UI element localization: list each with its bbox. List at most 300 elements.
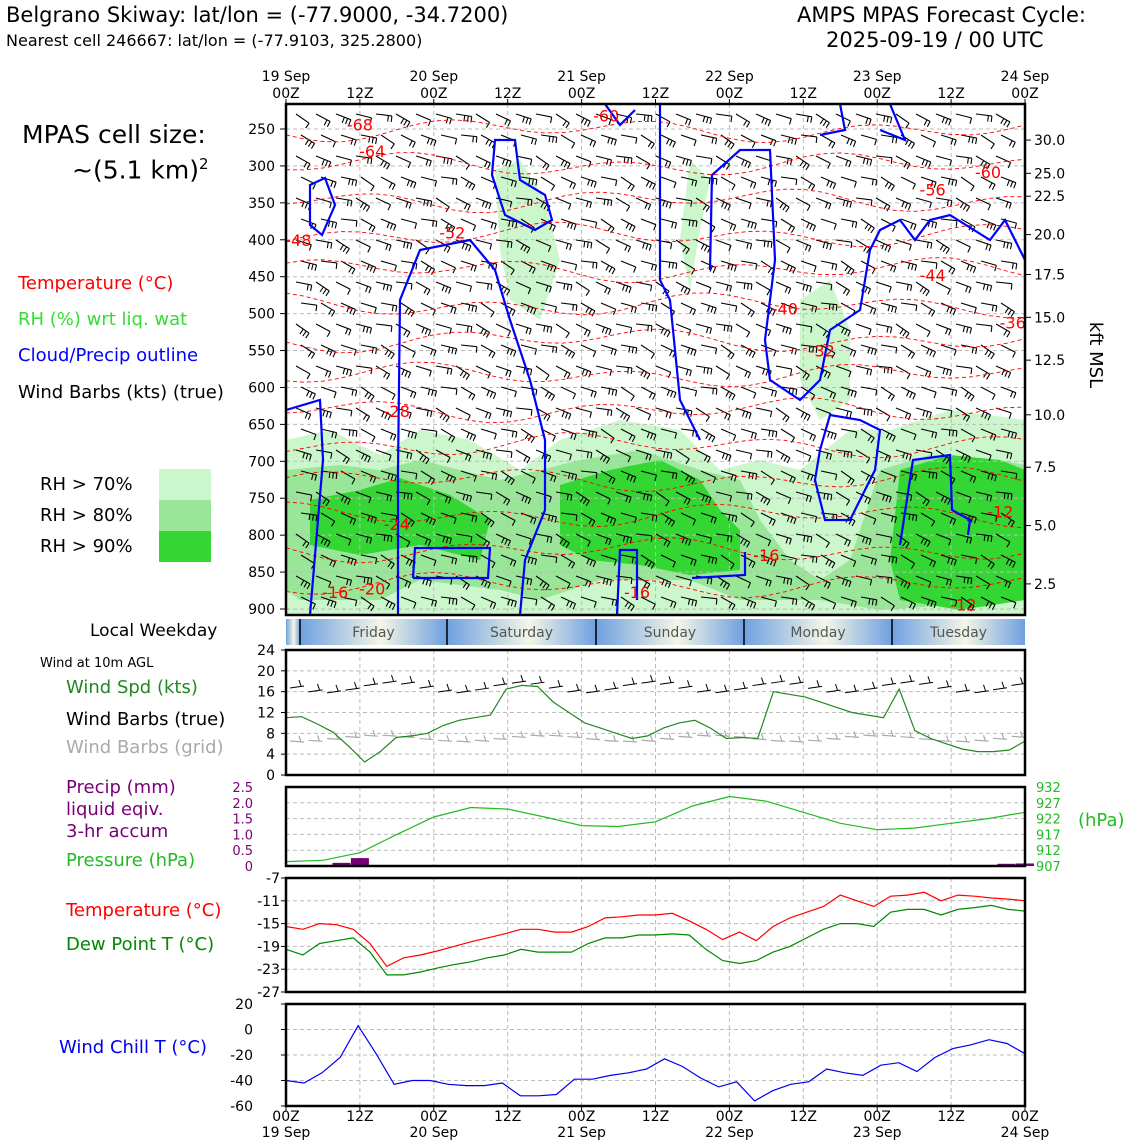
wind-barb	[396, 240, 412, 249]
temperature-label: -48	[285, 230, 312, 250]
wind-barb-true	[457, 685, 471, 693]
wind-barb	[796, 408, 810, 421]
wind-barb	[621, 303, 636, 313]
wind-barb	[861, 303, 876, 315]
wind-barb	[436, 282, 451, 294]
wind-barb-grid	[623, 736, 637, 742]
wind-barb	[341, 135, 356, 146]
bottom-date-label: 19 Sep	[261, 1125, 311, 1140]
wind-barb	[856, 366, 872, 375]
wind-barb	[661, 345, 675, 357]
bottom-hour-label: 00Z	[1011, 1109, 1039, 1125]
wind-barb	[576, 240, 592, 248]
wind-barb	[556, 324, 569, 338]
wind-barb	[441, 387, 457, 395]
wind-barb	[676, 324, 691, 336]
wind-barb	[436, 156, 452, 165]
kft-tick-label: 12.5	[1034, 353, 1066, 370]
wind-barb	[821, 177, 836, 189]
wind-barb-true	[346, 682, 360, 690]
wind-barb	[821, 135, 835, 148]
wind-true-label: Wind Barbs (true)	[66, 709, 226, 730]
wind-barb	[401, 345, 415, 358]
pressure-tick-label: 300	[248, 158, 275, 175]
wind-barb	[541, 387, 555, 401]
wind-barb	[461, 387, 475, 400]
wind-barb	[456, 324, 472, 332]
wind-barb	[776, 366, 792, 375]
wind-barb	[916, 114, 930, 127]
legend-rh70-swatch	[159, 469, 211, 500]
wind-barb	[381, 177, 395, 190]
wind-barb	[396, 114, 410, 127]
wind-barb	[981, 345, 994, 359]
wind-barb	[701, 387, 717, 395]
weekday-name: Tuesday	[930, 625, 987, 641]
precip-ytick-label: 2.0	[232, 796, 253, 812]
wind-barb	[376, 240, 391, 251]
cell-size-text: ~(5.1 km)	[72, 155, 199, 185]
wind-barb	[436, 198, 449, 212]
wind-barb	[436, 114, 451, 124]
wind-barb	[836, 282, 850, 296]
wind-barb	[641, 345, 654, 359]
wind-barb	[621, 345, 637, 354]
wind-barb	[876, 282, 891, 293]
wind-barb	[481, 345, 495, 358]
wind-barb	[616, 408, 630, 421]
wind-barb	[716, 156, 730, 170]
wind-barb-grid	[1012, 731, 1026, 737]
wind-barb	[876, 408, 890, 421]
bottom-hour-label: 12Z	[641, 1109, 670, 1125]
wind-barb	[621, 177, 634, 191]
wind-barb	[516, 324, 531, 335]
wind-barb	[456, 156, 469, 170]
wind-barb	[481, 303, 494, 317]
wind-barb	[956, 366, 972, 374]
wind-barb	[441, 345, 457, 354]
wind-barb	[856, 324, 871, 335]
temperature-label: -60	[974, 162, 1002, 182]
wind-barb-true	[494, 678, 508, 686]
wind-barb	[641, 261, 657, 271]
precip-ytick-label: 2.5	[232, 781, 253, 796]
wind-barb	[516, 408, 532, 416]
wind-barb-grid	[660, 733, 674, 739]
wind-barb	[596, 366, 612, 376]
wind-barb	[936, 324, 951, 335]
bottom-hour-label: 00Z	[715, 1109, 744, 1125]
wind-barb	[756, 114, 771, 126]
legend-rh: RH (%) wrt liq. wat	[18, 309, 188, 330]
wind-barb	[961, 303, 976, 313]
wind-barb	[381, 429, 396, 441]
wind-barb	[601, 135, 616, 145]
pressure-ytick-label: 922	[1036, 812, 1061, 828]
wind-barb	[956, 156, 972, 164]
wind-barb	[876, 366, 892, 374]
legend-temperature: Temperature (°C)	[18, 273, 174, 294]
wind-barb	[856, 156, 872, 165]
wind-barb	[696, 114, 712, 124]
windchill-label: Wind Chill T (°C)	[59, 1037, 207, 1058]
wind-barb	[776, 282, 791, 294]
wind-barb	[916, 324, 930, 337]
wind-barb	[556, 366, 570, 379]
wind-barb	[861, 219, 874, 233]
top-hour-label: 00Z	[715, 86, 744, 102]
wind-barb	[416, 156, 431, 166]
wind-barb	[876, 240, 891, 252]
top-date-label: 21 Sep	[557, 69, 606, 85]
wind-barb	[636, 114, 652, 122]
wind-barb	[876, 324, 892, 333]
wind-barb	[556, 282, 572, 291]
temperature-label: -16	[623, 583, 651, 603]
wind-barb-grid	[309, 735, 323, 741]
wind-barb	[596, 324, 611, 335]
wind-barb	[336, 408, 352, 416]
pressure-label: Pressure (hPa)	[66, 850, 196, 871]
wind-barb	[941, 387, 957, 396]
wind-barb	[756, 156, 771, 167]
wind-barb	[536, 324, 552, 333]
wind-barb	[761, 135, 776, 146]
wind-barb-true	[512, 675, 526, 683]
wind-barb	[936, 240, 949, 254]
temperature-label: -52	[439, 223, 466, 243]
wind-barb	[721, 387, 735, 400]
wind-barb	[816, 114, 829, 128]
temperature-label: -32	[808, 341, 835, 361]
wind-barb-true	[734, 682, 748, 690]
temperature-label: -60	[593, 106, 620, 126]
weekday-name: Saturday	[489, 625, 554, 641]
wind-barb	[721, 429, 736, 441]
wind-barb	[596, 408, 612, 416]
wind-barb	[641, 303, 657, 311]
wind-barb	[961, 261, 976, 273]
wind-barb	[961, 387, 974, 401]
wind-barb-true	[753, 678, 767, 686]
top-hour-label: 00Z	[420, 86, 448, 102]
wind-barb	[756, 324, 771, 336]
wind-barb-true	[808, 680, 822, 688]
wind-barb	[381, 219, 396, 231]
wind-barb	[536, 366, 549, 380]
wind-barb	[496, 324, 511, 336]
wind-barb	[656, 324, 670, 337]
precip-ytick-label: 1.0	[232, 828, 253, 844]
wind-barb-grid	[586, 734, 600, 740]
wind-barb	[861, 387, 877, 396]
top-hour-label: 12Z	[937, 86, 965, 102]
kft-tick-label: 15.0	[1034, 310, 1066, 327]
temperature-label: -20	[359, 579, 386, 599]
wind-barb	[356, 198, 370, 212]
temperature-label: -12	[950, 595, 977, 615]
wind-barb	[661, 219, 677, 229]
kft-tick-label: 22.5	[1034, 189, 1066, 206]
wind-barb	[296, 114, 309, 128]
wind-barb	[881, 387, 894, 401]
precip-ytick-label: 0	[244, 860, 253, 875]
wind-barb	[361, 261, 376, 273]
top-hour-label: 12Z	[641, 86, 670, 102]
wind-barb	[541, 345, 557, 353]
wind-barb	[881, 303, 897, 313]
wind-barb	[1001, 177, 1016, 188]
wind-barb	[421, 219, 437, 227]
temp-label: Temperature (°C)	[66, 900, 222, 921]
wind-barb	[976, 324, 992, 332]
wind-grid-label: Wind Barbs (grid)	[66, 737, 224, 758]
wind-barb-grid	[956, 736, 970, 742]
wind-barb	[901, 303, 917, 311]
wind-barb-true	[364, 678, 378, 686]
bottom-date-label: 20 Sep	[409, 1125, 459, 1140]
wind-barb	[596, 282, 610, 294]
wind-barb	[476, 240, 492, 250]
wind-barb	[981, 303, 997, 312]
wind-barb	[461, 177, 475, 190]
wind-barb	[861, 135, 876, 145]
weekday-label: Local Weekday	[90, 621, 218, 641]
top-hour-label: 12Z	[346, 86, 374, 102]
wind-barb	[976, 282, 992, 291]
pressure-unit: (hPa)	[1078, 810, 1125, 831]
wind-barb	[441, 303, 456, 314]
wind-barb-grid	[475, 735, 489, 741]
wind-barb	[316, 240, 332, 249]
wind-barb	[676, 114, 691, 126]
temperature-label: -12	[987, 502, 1014, 522]
wind-barb	[456, 114, 472, 122]
wind-barb-true	[901, 675, 915, 683]
wind-barb	[296, 366, 310, 379]
wind-barb	[456, 198, 470, 211]
temp-ytick-label: -7	[266, 871, 280, 887]
wind-barb	[356, 282, 371, 293]
wind-barb	[721, 219, 736, 231]
wind-barb	[936, 114, 951, 125]
wind-barb	[576, 282, 589, 296]
pressure-tick-label: 500	[248, 306, 275, 323]
wind-barb-true	[975, 685, 989, 693]
wind-barb-true	[919, 676, 933, 684]
bottom-hour-label: 00Z	[863, 1109, 891, 1125]
top-date-label: 24 Sep	[1000, 69, 1050, 85]
wind-barb	[316, 366, 331, 378]
wind-barb	[361, 345, 377, 354]
wind-barb	[416, 366, 431, 376]
wind-barb	[601, 303, 616, 315]
wind-barb	[341, 429, 357, 437]
temperature-label: -44	[919, 266, 946, 286]
wind-barb-true	[660, 676, 674, 684]
wind-barb	[716, 366, 730, 380]
wind-barb	[416, 324, 431, 336]
wind-barb	[441, 261, 456, 273]
wind-barb	[936, 366, 952, 376]
pressure-tick-label: 900	[248, 602, 275, 618]
cell-size-label: MPAS cell size:	[22, 120, 206, 149]
pressure-tick-label: 250	[248, 122, 275, 138]
precip-label-1: Precip (mm)	[66, 777, 176, 798]
wind-barb	[501, 429, 517, 438]
wind-barb-grid	[679, 731, 693, 737]
wind-barb	[381, 387, 395, 400]
wind-barb	[476, 282, 492, 290]
wind-barb-true	[790, 676, 804, 684]
wind-barb	[996, 282, 1012, 290]
wind-barb	[721, 177, 735, 190]
wind-barb-true	[383, 675, 397, 683]
wind-barb	[696, 324, 712, 334]
wind-barb	[481, 135, 495, 148]
kft-tick-label: 5.0	[1034, 518, 1057, 535]
top-hour-label: 00Z	[567, 86, 596, 102]
wind-barb	[961, 177, 974, 191]
wind-barb	[476, 114, 490, 128]
wind-barb	[581, 387, 596, 398]
kft-tick-label: 7.5	[1034, 460, 1057, 477]
site-title: Belgrano Skiway: lat/lon = (-77.9000, -34.7200)	[6, 3, 509, 27]
wind-barb-grid	[938, 735, 952, 741]
wind-barb	[581, 177, 596, 188]
wind-barb	[556, 156, 570, 169]
wind-barb	[561, 387, 576, 399]
wind-barb	[296, 198, 311, 210]
precip-label-3: 3-hr accum	[66, 821, 169, 842]
wind-barb	[481, 387, 496, 399]
wind-barb	[636, 198, 651, 210]
wind-barb	[561, 177, 576, 189]
wind-barb	[781, 345, 797, 355]
wind-barb-true	[605, 682, 619, 690]
wind-barb	[661, 387, 676, 398]
wind-barb	[881, 177, 894, 191]
temperature-label: -56	[919, 180, 946, 200]
wind-ytick-label: 4	[266, 747, 275, 764]
wind-barb	[736, 240, 752, 249]
wind-barb	[561, 135, 575, 148]
pressure-ytick-label: 917	[1036, 828, 1061, 844]
wind-barb	[616, 240, 631, 252]
wind-barb	[336, 156, 352, 166]
wind-barb	[481, 219, 496, 229]
kft-tick-label: 10.0	[1034, 407, 1066, 424]
wind-barb	[301, 135, 315, 149]
wind-barb	[596, 240, 610, 254]
bottom-hour-label: 00Z	[272, 1109, 300, 1125]
wind-barb	[381, 303, 397, 312]
bottom-hour-label: 12Z	[493, 1109, 522, 1125]
wind-barb	[896, 156, 910, 169]
wind-barb	[336, 324, 351, 335]
top-hour-label: 00Z	[1011, 86, 1039, 102]
temp-ytick-label: -23	[257, 962, 280, 979]
wind-barb	[681, 387, 697, 396]
cloud-outline	[710, 150, 1025, 400]
wind-barb	[1001, 345, 1015, 358]
kft-axis-title: kft MSL	[1085, 321, 1106, 389]
wind-barb	[521, 135, 537, 145]
wind-barb	[916, 240, 932, 249]
wind-barb	[336, 240, 349, 254]
wind-barb-grid	[993, 733, 1007, 739]
bottom-date-label: 23 Sep	[852, 1125, 902, 1140]
precip-ytick-label: 0.5	[232, 844, 253, 860]
wind-barb	[776, 198, 789, 212]
wind-barb	[716, 450, 731, 461]
wind-barb	[296, 324, 309, 338]
top-hour-label: 00Z	[272, 86, 300, 102]
wind-barb	[301, 261, 317, 271]
wind-barb	[916, 408, 931, 418]
wind-barb	[556, 198, 571, 210]
wind-barb	[396, 324, 410, 337]
bottom-date-label: 22 Sep	[705, 1125, 754, 1140]
pressure-tick-label: 700	[248, 454, 275, 471]
windchill-ytick-label: -20	[230, 1048, 253, 1064]
wind-barb	[381, 345, 394, 359]
wind-barb	[981, 261, 996, 271]
wind-barb	[701, 219, 715, 232]
wind-barb	[356, 324, 372, 334]
wind-barb	[561, 261, 577, 270]
cycle-date: 2025-09-19 / 00 UTC	[826, 28, 1044, 52]
wind-barb	[456, 408, 470, 421]
wind-barb-true	[827, 684, 841, 692]
wind-barb	[516, 366, 532, 375]
pressure-ytick-label: 907	[1036, 860, 1061, 875]
wind-barb-true	[290, 680, 304, 688]
wind-barb	[361, 429, 375, 442]
wind-barb	[981, 135, 994, 149]
wind-barb	[741, 387, 756, 399]
wind-barb	[896, 282, 912, 291]
wind-barb	[816, 198, 831, 209]
weekday-name: Monday	[790, 625, 846, 641]
wind-barb-true	[309, 684, 323, 692]
wind-barb-true	[716, 685, 730, 693]
wind-speed-label: Wind Spd (kts)	[66, 677, 198, 698]
wind-barb	[976, 366, 990, 379]
wind-barb	[696, 240, 710, 253]
wind-barb	[776, 408, 789, 422]
wind-barb	[921, 135, 936, 147]
legend-rh90-swatch	[159, 531, 211, 562]
wind-barb	[856, 198, 872, 206]
wind-barb	[761, 429, 777, 437]
pressure-tick-label: 650	[248, 417, 275, 434]
top-hour-label: 12Z	[493, 86, 522, 102]
wind-barb	[756, 282, 770, 295]
wind-barb	[901, 387, 915, 399]
wind-barb-grid	[901, 732, 915, 738]
pressure-tick-label: 850	[248, 565, 275, 582]
wind-barb	[736, 114, 750, 127]
temp-ytick-label: -11	[257, 893, 280, 910]
wind-barb	[321, 303, 335, 316]
wind-barb-grid	[827, 733, 841, 739]
wind-barb	[541, 135, 557, 143]
wind-barb	[701, 303, 716, 314]
wind-barb	[436, 366, 452, 375]
wind-barb	[676, 282, 690, 295]
